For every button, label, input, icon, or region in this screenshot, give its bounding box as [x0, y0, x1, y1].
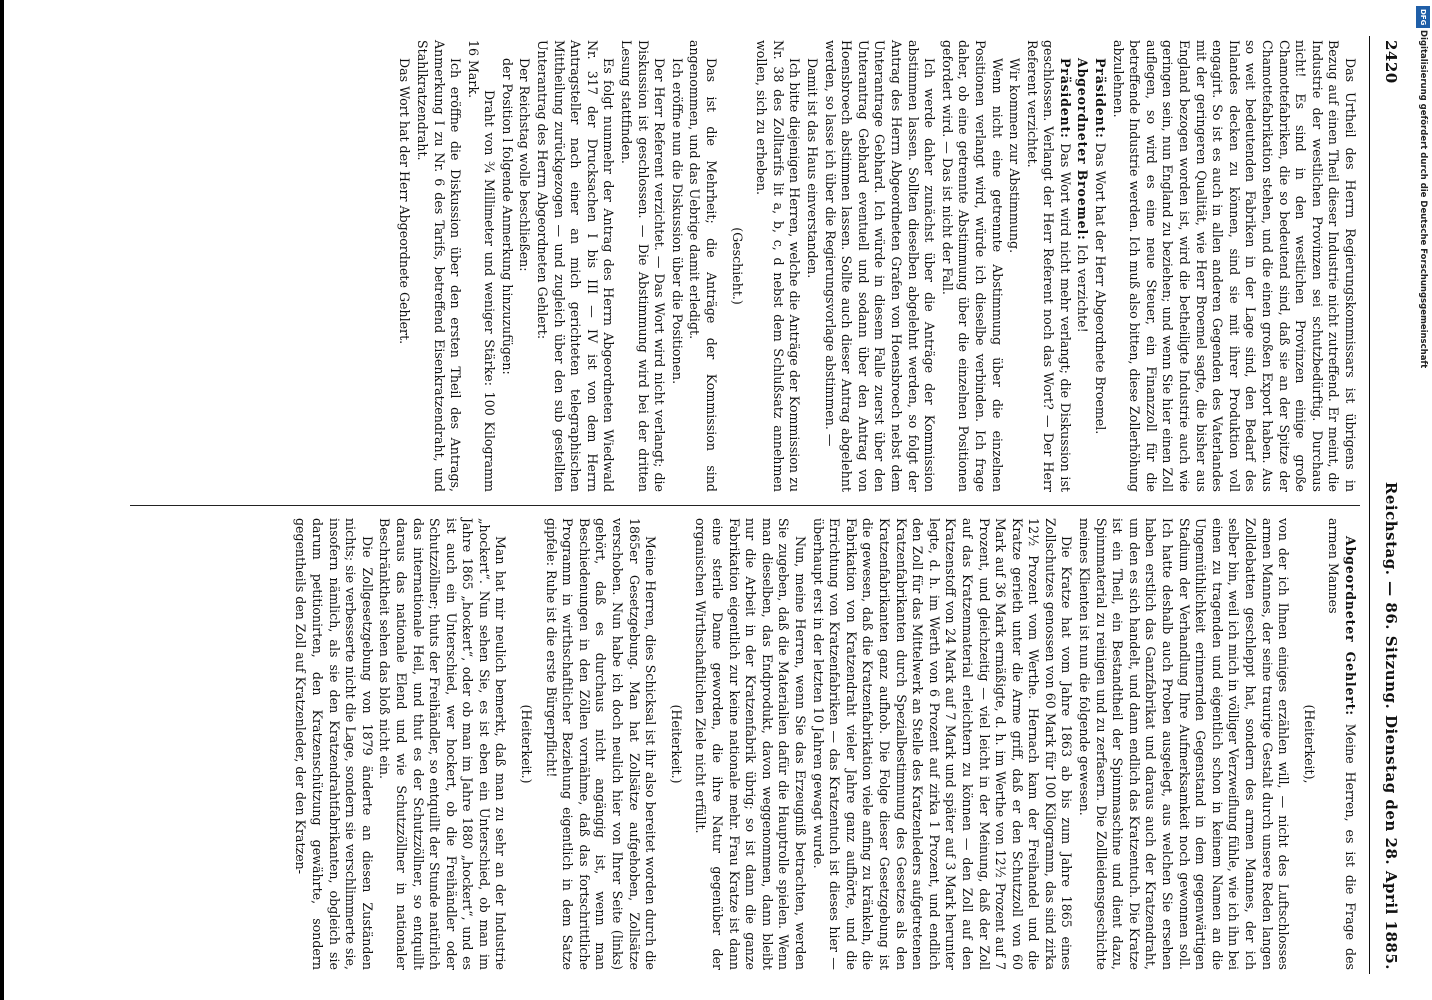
text-paragraph: Ich eröffne nun die Diskussion über die Positionen. — [669, 58, 685, 385]
speech-paragraph — [1074, 40, 1091, 492]
stage-direction: (Heiterkeit), — [1301, 704, 1317, 784]
text-paragraph: Ich eröffne die Diskussion über den ersten Theil des Antrags, Anmerkung I zu Nr. 6 des Tarifs, betreffend Eisenkratzendraht, und Stahlkratzendraht. — [414, 40, 464, 492]
speech-paragraph — [1325, 518, 1358, 970]
dfg-logo: DFG — [1416, 6, 1430, 28]
text-paragraph: Draht von ¾ Millimeter und weniger Stärke: 100 Kilogramm 16 Mark. — [465, 40, 498, 492]
text-paragraph: Wenn nicht eine getrennte Abstimmung über die einzelnen Positionen verlangt wird, würde ich dieselbe verbinden. Ich frage daher, ob eine getrennte Abstimmung über die einzelnen Positionen gefordert wird. — Das ist nicht der Fall. — [939, 40, 1005, 492]
side-footer — [1414, 30, 1432, 970]
text-paragraph: Damit ist das Haus einverstanden. — [805, 58, 820, 279]
stage-direction: (Heiterkeit.) — [668, 704, 684, 784]
page-header — [1376, 40, 1400, 970]
text-paragraph: Das Wort hat der Herr Abgeordnete Gehlert. — [397, 58, 413, 345]
text-paragraph: Das ist die Mehrheit; die Anträge der Kommission sind angenommen, und das Uebrige damit erledigt. — [687, 40, 720, 492]
speaker-name: Abgeordneter Broemel: — [1075, 58, 1091, 241]
text-paragraph: Der Herr Referent verzichtet. — Das Wort wird nicht verlangt; die Diskussion ist geschlossen. — Die Abstimmung wird bei der dritten Lesung stattfinden. — [619, 40, 668, 492]
text-paragraph: Man hat mir neulich bemerkt, daß man zu sehr an der Industrie „hockert“. Nun sehen Sie, es ist eben ein Unterschied, ob man im Jahre 1865 „hockert“, oder ob man im Jahre 1880 „hockert“, und es ist auch ein Unterschied, wer hockert, ob die Freihändler oder Schutzzöllner; thuts der Freihändler, so entquillt der Stunde natürlich das internationale Heil, und thut es der Schutzzöllner, so entquillt daraus das nationale Elend und wie Schutzzöllner in nationaler Beschränktheit sehen das bloß nicht ein. — [377, 518, 509, 970]
text-paragraph: Nun, meine Herren, wenn Sie das Erzeugniß betrachten, werden Sie zugeben, daß die Materialien dafür die Hauptrolle spielen. Wenn man dieselben, das Endprodukt, davon weggenommen, dann bleibt nur die Arbeit in der Kratzenfabrik übrig; so ist dann die ganze Fabrikation eigentlich zur keine nationale mehr. Frau Kratze ist dann eine sterile Dame geworden, die ihre Natur gegenüber der organischen Wirthschaftlichen Ziele nicht erfüllt. — [693, 518, 808, 970]
header-rule — [1369, 36, 1370, 974]
speaker-name: Abgeordneter Gehlert: — [1343, 536, 1358, 716]
text-paragraph: Der Reichstag wolle beschließen: — [517, 58, 533, 272]
speech-text: Das Wort wird nicht mehr verlangt; die Diskussion ist geschlossen. Verlangt der Herr Referent noch das Wort? — Der Herr Referent verzichtet. — [1024, 40, 1073, 492]
text-paragraph: Das Urtheil des Herrn Regierungskommissars ist übrigens in Bezug auf einen Theil dieser Industrie nicht zutreffend. Er meint, die Industrie der westlichen Provinzen sei schutzbedürftig. Durchaus nicht! Es sind in den westlichen Provinzen einige große Chamottefabriken, die so bedeutend sind, daß sie an der Spitze der Chamottefabrikation stehen, und die einen großen Export haben. Aus so weit bedeutenden Fabriken in der Lage sind, den Bedarf des Inlandes decken zu können, sind sie mit ihrer Produktion voll engagirt. So ist es auch in allen anderen Gegenden des Vaterlandes mit der geringeren Qualität, wie Herr Broemel sagte, die bisher aus England bezogen worden ist, wird die betheiligte Industrie auch wie geringen sein, nun England zu beziehen; und wenn Sie hier einen Zoll auflegen, so wird es eine neue Steuer, ein Finanzzoll für die betreffende Industrie werden. Ich muß also bitten, diese Zollerhöhung abzulehnen. — [1110, 40, 1358, 492]
right-column — [291, 518, 1358, 970]
column-divider — [130, 505, 1360, 506]
text-paragraph: Die Zollgesetzgebung von 1879 änderte an diesen Zuständen nichts; sie verbesserte nicht die Lage, sondern sie verschlimmerte sie, insofern nämlich, als sie den Kratzendrahtfabrikanten, obgleich sie darum petitionirten, den Kratzenschützung gewährte, sondern gegentheils den Zoll auf Kratzenleder, der den Kratzen- — [293, 518, 375, 970]
speaker-name: Präsident: — [1057, 58, 1073, 139]
text-paragraph: von der ich Ihnen einiges erzählen will, — nicht des Luftschlosses armen Mannes, der seine traurige Gestalt durch unsere Reden langen Zolldebatten geschleppt hat, sondern des armen Mannes, der ich selber bin, weil ich mich in völliger Verzweiflung fühle, wie ich ihn bei einen zu tragenden und eigentlich schon in keinem Namen an die Ungemüthlichkeit erinnernden Gegenstand in dem gegenwärtigen Stadium der Verhandlung Ihre Aufmerksamkeit noch gewonnen soll. Ich hatte deshalb auch Proben ausgelegt, aus welchen Sie ersehen haben erstlich das Ganzfabrikat und daraus auch der Kratzendraht, um den es sich handelt, und dann endlich das Kratzentuch. Die Kratze ist ein Theil, ein Bestandtheil der Spinnmaschine und dient dazu, Spinnmaterial zu reinigen und zu zerfasern. Die Zollleidensgeschichte meines Klienten ist nun die folgende gewesen. — [1077, 518, 1292, 970]
speaker-name: Präsident: — [1093, 58, 1109, 139]
text-paragraph: Es folgt nunmehr der Antrag des Herrn Abgeordneten Wiedwald Nr. 317 der Drucksachen I bis III — IV ist von dem Herrn Antragsteller nach einer an mich gerichteten telegraphischen Mittheilung zurückgezogen — und zugleich über den sub gestellten Unterantrag des Herrn Abgeordneten Gehlert: — [535, 40, 617, 492]
text-paragraph: Meine Herren, dies Schicksal ist ihr also bereitet worden durch die 1865er Gesetzgebung. Man hat Zollsätze aufgehoben, Zollsätze verschoben. Nun habe ich doch neulich hier von Ihrer Seite (links) gehört, daß es durchaus nicht angängig ist, wenn man Beschiedenungen in den Zöllen vornähme, daß das fortschrittliche Programm in wirthschaftlicher Beziehung eigentlich in dem Satze gipfele: Ruhe ist die erste Bürgerpflicht! — [543, 518, 659, 970]
left-column — [395, 40, 1358, 492]
text-paragraph: der Position l folgende Anmerkung hinzuzufügen: — [499, 58, 515, 375]
text-paragraph: Ich bitte diejenigen Herren, welche die Anträge der Kommission zu Nr. 38 des Zolltarifs lit a, b, c, d nebst dem Schlußsatz annehmen wollen, sich zu erheben. — [754, 40, 803, 492]
speech-text: Meine Herren, es ist die Frage des armen Mannes — [1326, 518, 1358, 970]
speech-text: Das Wort hat der Herr Abgeordnete Broemel. — [1093, 138, 1109, 435]
speech-text: Ich verzichte! — [1075, 240, 1091, 333]
stage-direction: (Geschieht.) — [729, 227, 745, 305]
page-number: 2420 — [1382, 40, 1400, 84]
stage-direction: (Heiterkeit.) — [519, 704, 535, 784]
speech-paragraph — [1023, 40, 1073, 492]
page-title: Reichstag. — 86. Sitzung. Dienstag den 28. April 1885. — [1382, 481, 1400, 970]
text-paragraph: Wir kommen zur Abstimmung. — [1007, 58, 1023, 254]
speech-paragraph — [1092, 40, 1109, 492]
text-paragraph: Ich werde daher zunächst über die Anträge der Kommission abstimmen lassen. Sollten dieselben abgelehnt werden, so folgt der Antrag des Herrn Abgeordneten Grafen von Hoensbroech nebst dem Unterantrage Gebhard. Ich würde in diesem Falle zuerst über den Unterantrag Gebhard eventuell und sodann über den Antrag von Hoensbroech abstimmen lassen. Sollte auch dieser Antrag abgelehnt werden, so lasse ich über die Regierungsvorlage abstimmen. — — [822, 40, 938, 492]
text-paragraph: Die Kratze hat vom Jahre 1863 ab bis zum Jahre 1865 eines Zollschutzes genossen von 60 Mark für 100 Kilogramm, das sind zirka 12½ Prozent vom Werthe. Hernach kam der Freihandel und die Kratze gerieth unter die Arme griff, daß er den Schutzzoll von 60 Mark auf 36 Mark ermäßigte, d. h. im Werthe von 12½ Prozent auf 7 Prozent, und gleichzeitig — viel leicht in der Meinung, daß der Zoll auf das Kratzenmaterial erleichtern zu können — den Zoll auf den Kratzenstoff von 24 Mark auf 7 Mark und später auf 3 Mark herunter legte, d. h. im Werth von 6 Prozent auf zirka 1 Prozent, und endlich den Zoll für das Mittelwerk an Stelle des Kratzenleders aufgetretenen Kratzenfabrikanten durch Spezialbestimmung des Gesetzes als den Kratzenfabrikanten ganz aufhob. Die Folge dieser Gesetzgebung ist die gewesen, daß die Kratzenfabrikation viele anfing zu kränkeln, die Fabrikation von Kratzendraht vieler Jahre ganz aufhörte, und die Errichtung von Kratzenfabriken — das Kratzentuch ist dieses hier — überhaupt erst in der letzten 10 Jahren gewagt wurde. — [810, 518, 1075, 970]
digitization-note: Digitalisierung gefördert durch die Deutsche Forschungsgemeinschaft — [1418, 30, 1428, 369]
